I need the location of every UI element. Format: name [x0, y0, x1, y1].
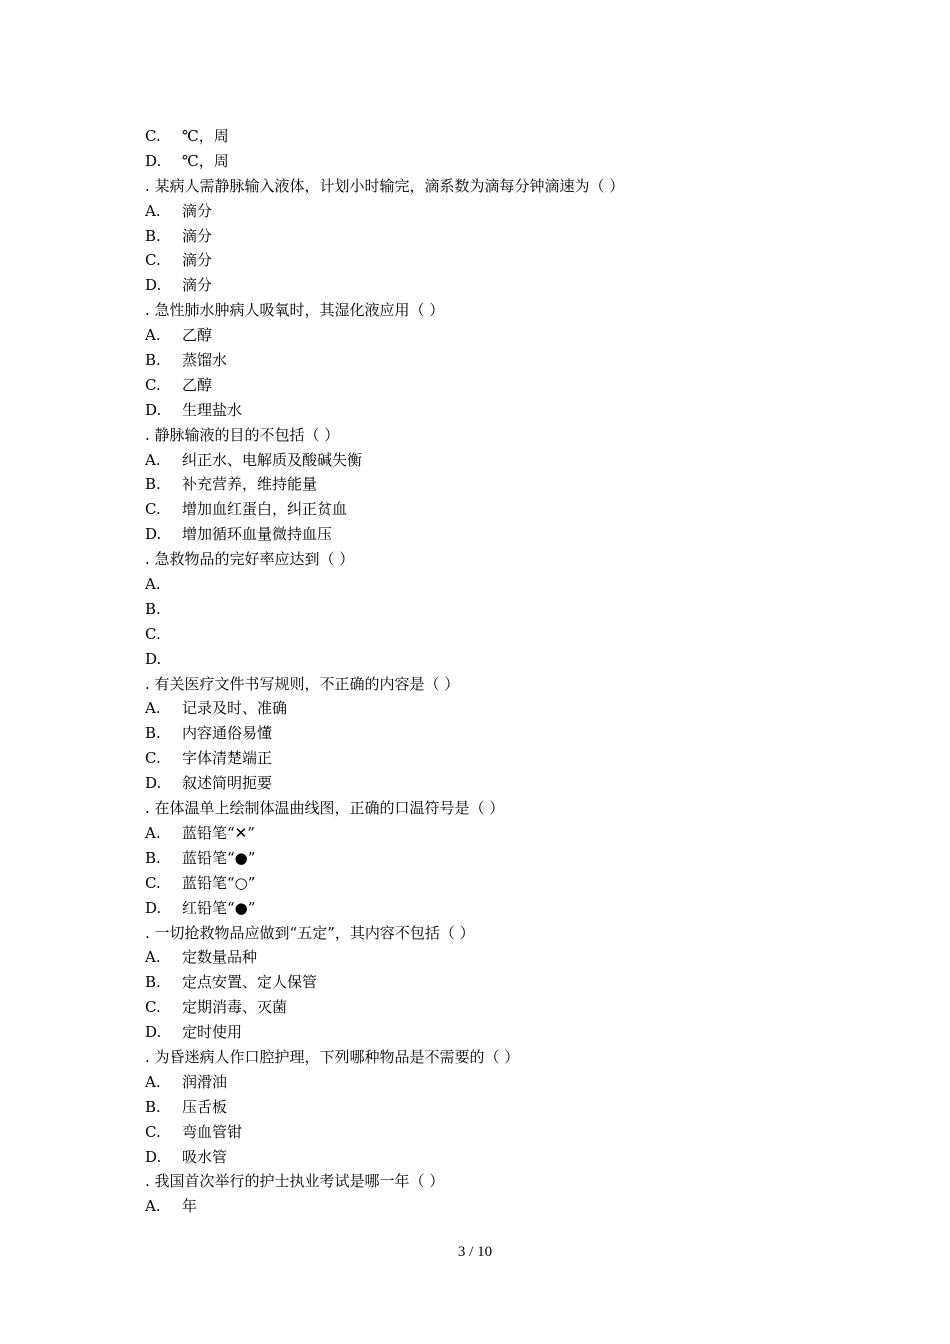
answer-option: [0, 871, 950, 896]
option-label: B.: [145, 226, 161, 245]
answer-option: [0, 398, 950, 423]
answer-option: [0, 597, 950, 622]
question-stem: [0, 796, 950, 821]
option-label: C.: [145, 624, 161, 643]
question-text: . 有关医疗文件书写规则，不正确的内容是（ ）: [145, 674, 460, 693]
answer-option: [0, 1194, 950, 1219]
answer-option: [0, 647, 950, 672]
option-label: D.: [145, 649, 162, 668]
answer-option: [0, 348, 950, 373]
answer-option: [0, 522, 950, 547]
question-stem: [0, 298, 950, 323]
option-label: D.: [145, 1147, 162, 1166]
option-label: D.: [145, 525, 162, 544]
answer-option: [0, 771, 950, 796]
answer-option: [0, 622, 950, 647]
option-text: 补充营养，维持能量: [182, 475, 318, 494]
answer-option: [0, 721, 950, 746]
question-text: . 静脉输液的目的不包括（ ）: [145, 425, 340, 444]
question-text: . 急救物品的完好率应达到（ ）: [145, 550, 355, 569]
option-label: A.: [145, 699, 161, 718]
answer-option: [0, 149, 950, 174]
option-label: C.: [145, 251, 161, 270]
answer-option: [0, 448, 950, 473]
option-label: B.: [145, 1097, 161, 1116]
answer-option: [0, 995, 950, 1020]
option-label: A.: [145, 326, 161, 345]
option-text: 定时使用: [182, 1023, 243, 1042]
option-label: D.: [145, 400, 162, 419]
option-text: 字体清楚端正: [182, 749, 273, 768]
answer-option: [0, 821, 950, 846]
answer-option: [0, 373, 950, 398]
answer-option: [0, 746, 950, 771]
answer-option: [0, 497, 950, 522]
option-label: C.: [145, 998, 161, 1017]
option-text: 乙醇: [182, 326, 213, 345]
option-label: C.: [145, 749, 161, 768]
option-text: 压舌板: [182, 1097, 228, 1116]
question-stem: [0, 174, 950, 199]
option-text: 蓝铅笔“○”: [182, 873, 256, 892]
option-label: D.: [145, 151, 162, 170]
option-label: B.: [145, 351, 161, 370]
question-stem: [0, 547, 950, 572]
option-text: 吸水管: [182, 1147, 228, 1166]
option-label: B.: [145, 973, 161, 992]
answer-option: [0, 945, 950, 970]
option-text: 定期消毒、灭菌: [182, 998, 288, 1017]
answer-option: [0, 1145, 950, 1170]
option-label: C.: [145, 375, 161, 394]
answer-option: [0, 323, 950, 348]
option-text: 蒸馏水: [182, 351, 228, 370]
question-text: . 在体温单上绘制体温曲线图，正确的口温符号是（ ）: [145, 799, 505, 818]
answer-option: [0, 1095, 950, 1120]
option-label: C.: [145, 1122, 161, 1141]
option-text: 弯血管钳: [182, 1122, 243, 1141]
option-text: 滴分: [182, 276, 213, 295]
option-label: C.: [145, 873, 161, 892]
answer-option: [0, 1070, 950, 1095]
answer-option: [0, 248, 950, 273]
question-stem: [0, 423, 950, 448]
question-stem: [0, 1169, 950, 1194]
option-label: A.: [145, 948, 161, 967]
option-label: B.: [145, 724, 161, 743]
option-label: A.: [145, 201, 161, 220]
question-text: . 某病人需静脉输入液体，计划小时输完，滴系数为滴每分钟滴速为（ ）: [145, 176, 625, 195]
option-text: 滴分: [182, 201, 213, 220]
question-stem: [0, 921, 950, 946]
option-text: 定点安置、定人保管: [182, 973, 318, 992]
option-text: 乙醇: [182, 375, 213, 394]
option-label: A.: [145, 450, 161, 469]
answer-option: [0, 696, 950, 721]
option-text: 蓝铅笔“●”: [182, 848, 256, 867]
answer-option: [0, 970, 950, 995]
option-label: C.: [145, 500, 161, 519]
option-text: 定数量品种: [182, 948, 258, 967]
option-text: 叙述简明扼要: [182, 774, 273, 793]
option-label: A.: [145, 823, 161, 842]
option-label: C.: [145, 127, 161, 145]
option-label: B.: [145, 475, 161, 494]
option-text: ℃，周: [182, 151, 229, 170]
option-text: 记录及时、准确: [182, 699, 288, 718]
answer-option: [0, 199, 950, 224]
option-label: B.: [145, 599, 161, 618]
option-text: 润滑油: [182, 1072, 228, 1091]
answer-option: [0, 846, 950, 871]
option-label: D.: [145, 1023, 162, 1042]
option-text: 年: [182, 1197, 198, 1216]
option-text: 增加循环血量微持血压: [182, 525, 333, 544]
option-text: 纠正水、电解质及酸碱失衡: [182, 450, 363, 469]
document-body: [0, 124, 950, 1219]
option-text: ℃，周: [182, 127, 229, 145]
answer-option: [0, 472, 950, 497]
option-label: D.: [145, 276, 162, 295]
page-number: 3 / 10: [457, 1244, 493, 1260]
option-label: A.: [145, 1197, 161, 1216]
answer-option: [0, 896, 950, 921]
question-text: . 一切抢救物品应做到“五定”，其内容不包括（ ）: [145, 923, 475, 942]
question-text: . 急性肺水肿病人吸氧时，其湿化液应用（ ）: [145, 301, 445, 320]
option-label: B.: [145, 848, 161, 867]
answer-option: [0, 273, 950, 298]
option-text: 滴分: [182, 226, 213, 245]
answer-option: [0, 1120, 950, 1145]
option-text: 生理盐水: [182, 400, 243, 419]
answer-option: [0, 1020, 950, 1045]
option-label: D.: [145, 898, 162, 917]
option-text: 增加血红蛋白，纠正贫血: [182, 500, 348, 519]
question-text: . 为昏迷病人作口腔护理，下列哪种物品是不需要的（ ）: [145, 1047, 520, 1066]
question-text: . 我国首次举行的护士执业考试是哪一年（ ）: [145, 1172, 445, 1191]
question-stem: [0, 1045, 950, 1070]
option-label: D.: [145, 774, 162, 793]
option-text: 红铅笔“●”: [182, 898, 256, 917]
option-text: 蓝铅笔“✕”: [182, 823, 255, 842]
answer-option: [0, 224, 950, 249]
question-stem: [0, 672, 950, 697]
option-label: A.: [145, 1072, 161, 1091]
option-label: A.: [145, 575, 161, 594]
option-text: 内容通俗易懂: [182, 724, 273, 743]
answer-option: [0, 124, 950, 149]
option-text: 滴分: [182, 251, 213, 270]
answer-option: [0, 572, 950, 597]
